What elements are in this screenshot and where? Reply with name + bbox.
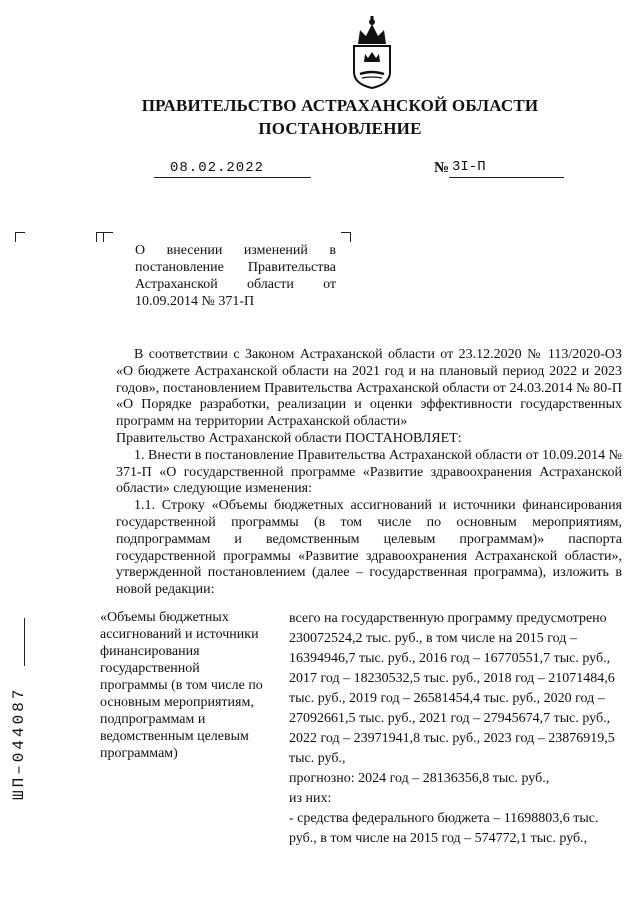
number-underline	[449, 177, 564, 178]
corner-mark-mid-2	[103, 232, 113, 242]
document-subject: О внесении изменений в постановление Правительства Астраханской области от 10.09.2014 № 371-П	[135, 243, 336, 309]
body-paragraph: 1.1. Строку «Объемы бюджетных ассигнований и источники финансирования государственной программы (в том числе по основным мероприятиям, подпрограммам и ведомственным целевым программам)» паспорта государственной программы «Развитие здравоохранения Астраханской области», утвержденной постановлением (далее – государственная программа), изложить в новой редакции:	[116, 498, 622, 598]
body-paragraph: В соответствии с Законом Астраханской области от 23.12.2020 № 113/2020-ОЗ «О бюджете Астраханской области на 2021 год и на плановый период 2022 и 2023 годов», постановлением Правительства Астраханской области от 24.03.2014 № 80-П «О Порядке разработки, реализации и оценки эффективности государственных программ на территории Астраханской области»	[116, 347, 622, 430]
coat-of-arms-emblem	[340, 14, 404, 90]
body-paragraph: 1. Внести в постановление Правительства Астраханской области от 10.09.2014 № 371-П «О государственной программе «Развитие здравоохранения Астраханской области» следующие изменения:	[116, 447, 622, 497]
table-paragraph: всего на государственную программу предусмотрено 230072524,2 тыс. руб., в том числе на 2015 год – 16394946,7 тыс. руб., 2016 год – 16770551,7 тыс. руб., 2017 год – 18230532,5 тыс. руб., 2018 год – 21071484,6 тыс. руб., 2019 год – 26581454,4 тыс. руб., 2020 год – 27092661,5 тыс. руб., 2021 год – 27945674,7 тыс. руб., 2022 год – 23971941,8 тыс. руб., 2023 год – 23876919,5 тыс. руб.,	[289, 611, 615, 766]
corner-mark-right	[341, 232, 351, 242]
table-cell-right	[289, 609, 623, 849]
corner-mark-left	[15, 232, 25, 242]
table-paragraph: из них:	[289, 791, 332, 806]
table-paragraph: - средства федерального бюджета – 11698803,6 тыс. руб., в том числе на 2015 год – 574772,1 тыс. руб.,	[289, 811, 599, 846]
number-label: №	[434, 160, 450, 176]
document-type: ПОСТАНОВЛЕНИЕ	[258, 119, 422, 138]
document-number: 3I-П	[452, 159, 486, 175]
form-serial-code: ШП–044087	[10, 686, 28, 800]
body-paragraph: Правительство Астраханской области ПОСТАНОВЛЯЕТ:	[116, 430, 462, 446]
table-paragraph: прогнозно: 2024 год – 28136356,8 тыс. руб.,	[289, 771, 550, 786]
organization-title: ПРАВИТЕЛЬСТВО АСТРАХАНСКОЙ ОБЛАСТИ	[141, 96, 539, 115]
document-date: 08.02.2022	[170, 160, 265, 176]
table-cell-left: «Объемы бюджетных ассигнований и источники финансирования государственной программы (в том числе по основным мероприятиям, подпрограммам и ведомственным целевым программам)	[100, 610, 263, 761]
date-underline	[154, 177, 311, 178]
document-body	[116, 347, 622, 599]
margin-bar	[24, 618, 25, 666]
